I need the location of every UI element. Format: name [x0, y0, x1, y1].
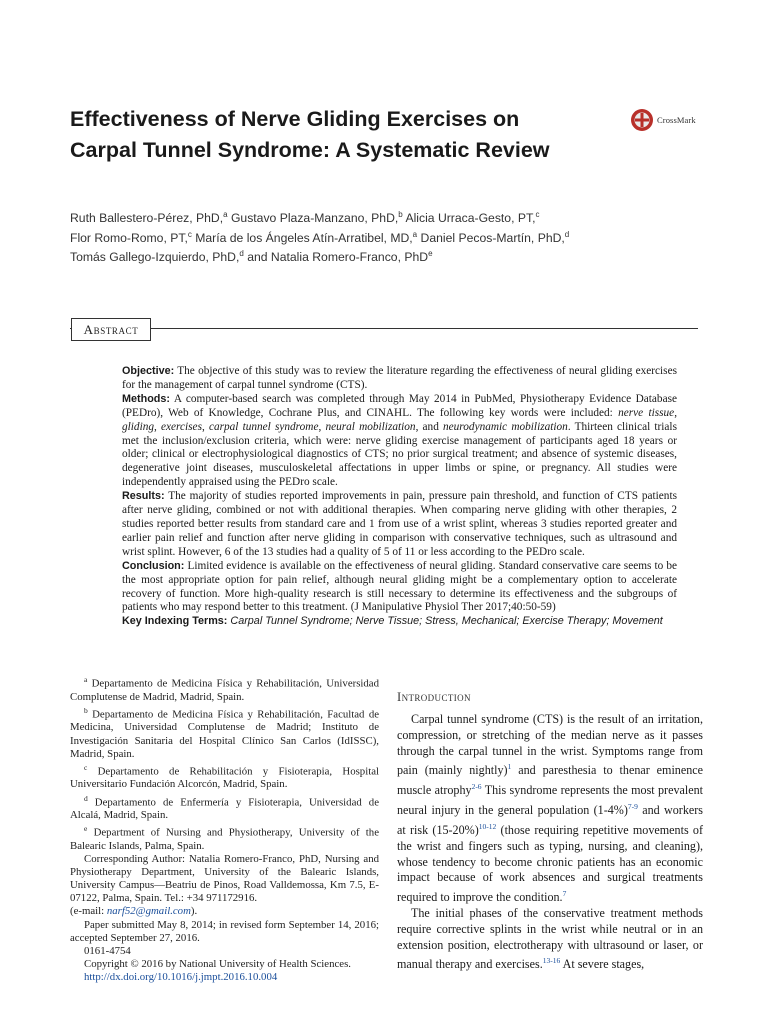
submission-dates: Paper submitted May 8, 2014; in revised form September 14, 2016; accepted September 27, 2016. — [70, 918, 379, 944]
author: Tomás Gallego-Izquierdo, PhD,$^d$ — [70, 249, 244, 265]
abstract-objective: Objective: The objective of this study was to review the literature regarding the effectiveness of neural gliding exercises for the management of carpal tunnel syndrome (CTS). — [122, 365, 677, 391]
author: Alicia Urraca-Gesto, PT,$^c$ — [405, 210, 540, 226]
citation-link[interactable]: 13-16 — [542, 956, 561, 966]
affiliation-e: $^e$ Department of Nursing and Physiotherapy, University of the Balearic Islands, Palma, Spain. — [70, 824, 379, 852]
abstract-methods: Methods: A computer-based search was completed through May 2014 in PubMed, Physiotherapy Evidence Database (PEDro), Web of Knowledge, Cochrane Plus, and CINAHL. The following key words were included: nerve tissue, gliding, exercises, carpal tunnel syndrome, neural mobilization, and neurodynamic mobilization. Thirteen clinical trials met the inclusion/exclusion criteria, which were: nerve gliding exercise management of participants aged 18 years or older; clinical or electrophysiological diagnostics of CTS; no prior surgical treatment; and absence of systemic diseases, degenerative joint diseases, musculoskeletal affectations in upper limbs or spine, or pregnancy. All studies were independently appraised using the PEDro scale. — [122, 392, 678, 489]
email-line: (e-mail: narf52@gmail.com). — [70, 905, 198, 918]
affiliations-footnote — [70, 673, 379, 984]
intro-paragraph-1: Carpal tunnel syndrome (CTS) is the result of an irritation, compression, or stretching of the median nerve as it passes through the carpal tunnel in the wrist. Symptoms range from pain (mainly nightly)$^1$ and paresthesia to thenar eminence muscle atrophy$^{2-6}$ This syndrome represents the most prevalent neural injury in the general population $(1-4\%)^{7-9}$ and workers at risk $(15-20\%)^{10-12}$ (those requiring repetitive movements of the wrist and fingers such as typing, nursing, and cleaning), whose tendency to become chronic patients has an economic impact because of work absences and surgical treatments required to improve the condition.$^7$ — [397, 712, 704, 905]
email-link[interactable]: narf52@gmail.com — [106, 905, 191, 918]
citation-link[interactable]: 1 — [507, 762, 512, 772]
author: Flor Romo-Romo, PT,$^c$ — [70, 229, 192, 245]
copyright: Copyright © 2016 by National University of Health Sciences. — [84, 957, 351, 970]
affiliation-b: $^b$ Departamento de Medicina Física y Rehabilitación, Facultad de Medicina, Universidad Complutense de Madrid; Instituto de Investigación Sanitaria del Hospital Clínico San Carlos (IdISSC), Madrid, Spain. — [70, 705, 380, 760]
introduction-body — [397, 712, 703, 973]
intro-paragraph-2: The initial phases of the conservative treatment methods require corrective splints in the wrist while neutral or in an extension position, electrotherapy with ultrasound or laser, or manual therapy and exercises.$^{13-16}$ At severe stages, — [397, 905, 703, 972]
issn: 0161-4754 — [84, 944, 131, 957]
affiliation-d: $^d$ Departamento de Enfermería y Fisioterapia, Universidad de Alcalá, Madrid, Spain. — [70, 793, 379, 822]
abstract-conclusion: Conclusion: Limited evidence is available on the effectiveness of neural gliding. Standard conservative care seems to be the most appropriate option for pain relief, although neural gliding might be a complementary option to accelerate recovery of function. More high-quality research is still necessary to determine its effectiveness and the subgroups of patients who may respond better to this treatment. (J Manipulative Physiol Ther 2017;40:50-59) — [122, 559, 677, 614]
doi-link[interactable]: http://dx.doi.org/10.1016/j.jmpt.2016.10.004 — [84, 970, 278, 983]
citation-link[interactable]: 2-6 — [471, 782, 482, 792]
introduction-heading: Introduction — [397, 690, 471, 704]
abstract-label: Abstract — [71, 318, 151, 341]
author: Daniel Pecos-Martín, PhD,$^d$ — [420, 229, 570, 245]
doi-line — [70, 971, 379, 984]
citation-link[interactable]: 10-12 — [478, 821, 497, 831]
abstract-divider — [70, 328, 698, 329]
crossmark-icon — [630, 108, 654, 132]
author: Gustavo Plaza-Manzano, PhD,$^b$ — [230, 210, 403, 226]
crossmark-label: CrossMark — [657, 115, 696, 125]
affiliation-c: $^c$ Departamento de Rehabilitación y Fisioterapia, Hospital Universitario Fundación Alcorcón, Madrid, Spain. — [70, 762, 379, 791]
author: María de los Ángeles Atín-Arratibel, MD,$^a$ — [195, 229, 418, 245]
crossmark-badge[interactable] — [630, 108, 696, 132]
author: Ruth Ballestero-Pérez, PhD,$^a$ — [70, 210, 228, 226]
citation-link[interactable]: 7 — [562, 889, 567, 899]
article-title: Effectiveness of Nerve Gliding Exercises on Carpal Tunnel Syndrome: A Systematic Review — [70, 107, 550, 162]
citation-link[interactable]: 7-9 — [627, 802, 638, 812]
author: and Natalia Romero-Franco, PhD$^e$ — [247, 249, 433, 265]
author-list — [70, 207, 710, 266]
corresponding-author: Corresponding Author: Natalia Romero-Franco, PhD, Nursing and Physiotherapy Department, University of the Balearic Islands, University Campus—Beatriu de Pinos, Road Valldemossa, Km 7.5, E-07122, Palma, Spain. Tel.: +34 971172916. — [70, 853, 379, 905]
abstract-results: Results: The majority of studies reported improvements in pain, pressure pain threshold, and function of CTS patients after nerve gliding, combined or not with additional therapies. When comparing nerve gliding with other therapies, 2 studies reported better results from standard care and 1 from use of a wrist splint, whereas 3 studies reported greater and earlier pain relief and function after nerve gliding in comparison with conservative techniques, such as ultrasound and wrist splint. However, 6 of the 13 studies had a quality of 5 of 11 or less according to the PEDro scale. — [122, 490, 677, 558]
abstract-body — [122, 365, 677, 629]
key-indexing-terms: Key Indexing Terms: Carpal Tunnel Syndrome; Nerve Tissue; Stress, Mechanical; Exercise Therapy; Movement — [122, 615, 663, 628]
affiliation-a: $^a$ Departamento de Medicina Física y Rehabilitación, Universidad Complutense de Madrid, Madrid, Spain. — [70, 675, 380, 703]
